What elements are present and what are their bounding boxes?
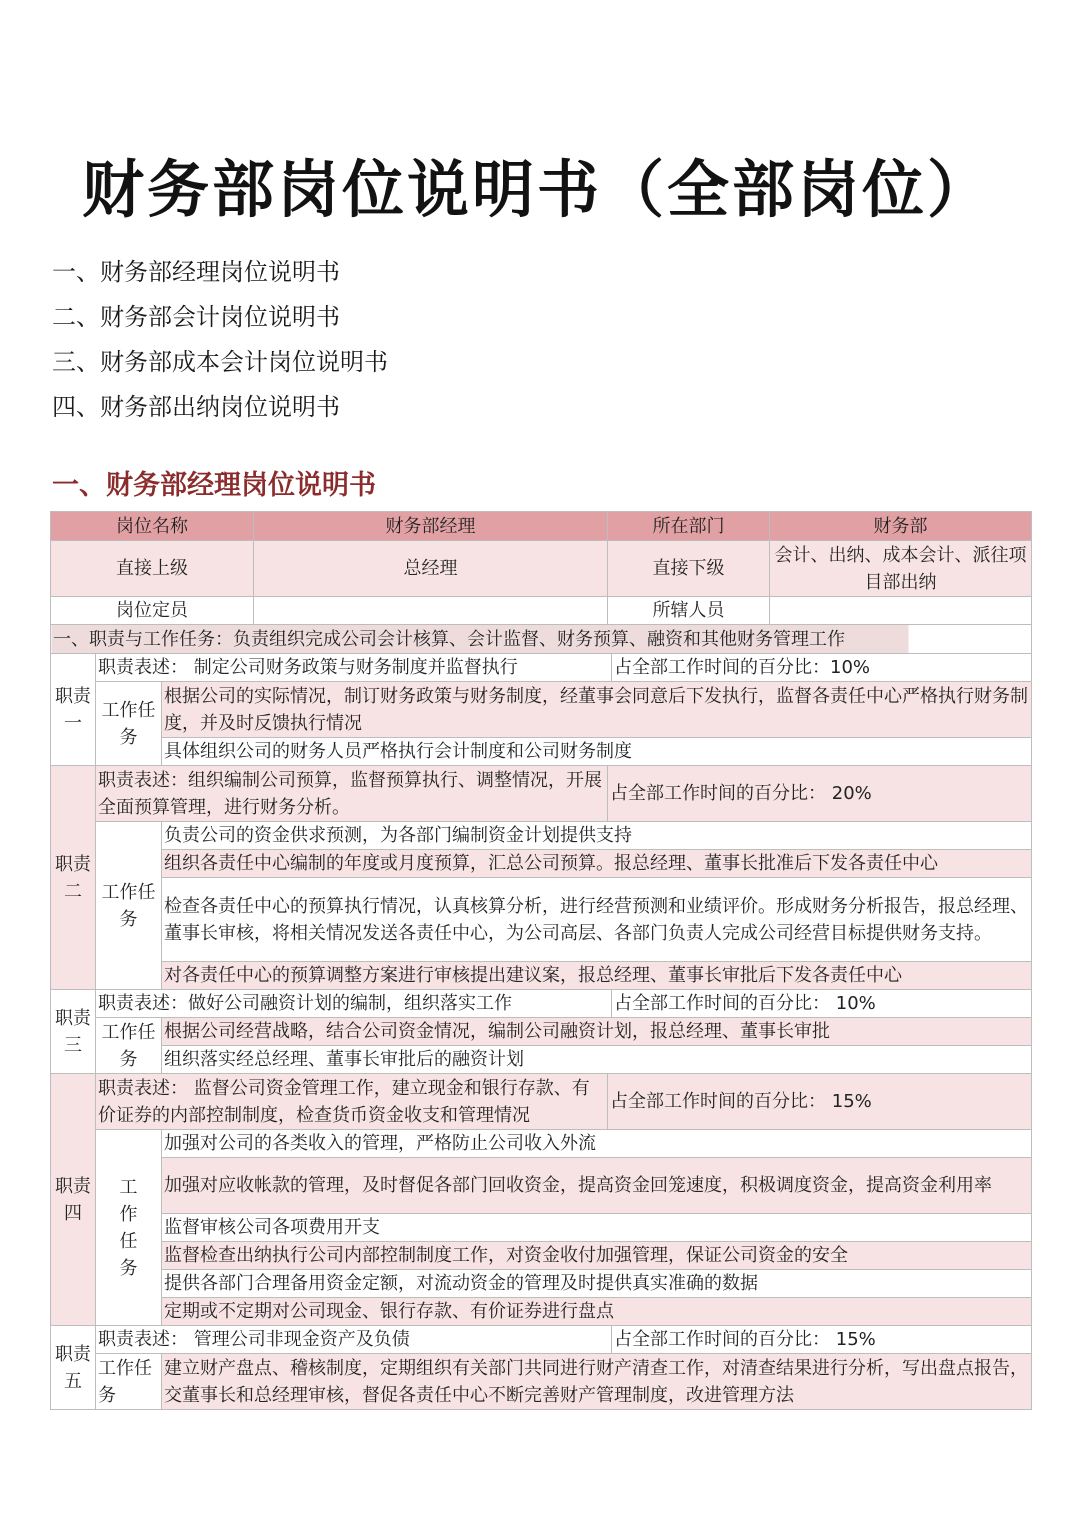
duty-statement: 职责表述： 制定公司财务政策与财务制度并监督执行: [96, 654, 612, 682]
task-row: [51, 738, 1032, 766]
duty-statement: 职责表述： 监督公司资金管理工作，建立现金和银行存款、有价证券的内部控制制度，检查货币资金收支和管理情况: [96, 1074, 608, 1130]
duty-statement: 职责表述：做好公司融资计划的编制，组织落实工作: [96, 990, 612, 1018]
task-item: 监督检查出纳执行公司内部控制制度工作，对资金收付加强管理，保证公司资金的安全: [162, 1242, 1032, 1270]
duty-percent: 占全部工作时间的百分比： 10%: [612, 990, 1032, 1018]
responsibility-header: 一、职责与工作任务：负责组织完成公司会计核算、会计监督、财务预算、融资和其他财务管理工作: [51, 625, 1032, 654]
task-item: 加强对公司的各类收入的管理，严格防止公司收入外流: [162, 1130, 1032, 1158]
duty-label: 职责五: [51, 1326, 96, 1410]
staff-value: [770, 597, 1032, 625]
post-name-value: 财务部经理: [254, 512, 608, 541]
job-description-table: [50, 511, 1032, 1410]
task-item: 对各责任中心的预算调整方案进行审核提出建议案，报总经理、董事长审批后下发各责任中心: [162, 962, 1032, 990]
department-label: 所在部门: [608, 512, 770, 541]
task-item: 提供各部门合理备用资金定额，对流动资金的管理及时提供真实准确的数据: [162, 1270, 1032, 1298]
task-item: 加强对应收帐款的管理，及时督促各部门回收资金，提高资金回笼速度，积极调度资金，提高资金利用率: [162, 1158, 1032, 1214]
task-label: 工作任务: [96, 1354, 162, 1410]
subordinate-label: 直接下级: [608, 541, 770, 597]
task-item: 检查各责任中心的预算执行情况，认真核算分析，进行经营预测和业绩评价。形成财务分析报告，报总经理、董事长审核，将相关情况发送各责任中心，为公司高层、各部门负责人完成公司经营目标提供财务支持。: [162, 878, 1032, 962]
task-label: 工作任务: [96, 682, 162, 766]
staff-label: 所辖人员: [608, 597, 770, 625]
toc-item: 一、财务部经理岗位说明书: [52, 258, 340, 286]
duty-statement: 职责表述：组织编制公司预算，监督预算执行、调整情况，开展全面预算管理，进行财务分析。: [96, 766, 608, 822]
task-row: [51, 850, 1032, 878]
toc-item: 四、财务部出纳岗位说明书: [52, 393, 340, 421]
task-row: [51, 1242, 1032, 1270]
task-item: 根据公司的实际情况，制订财务政策与财务制度，经董事会同意后下发执行，监督各责任中心严格执行财务制度，并及时反馈执行情况: [162, 682, 1032, 738]
duty-percent: 占全部工作时间的百分比： 15%: [608, 1074, 1032, 1130]
task-row: [51, 1270, 1032, 1298]
task-row: [51, 1158, 1032, 1214]
duty-label: 职责四: [51, 1074, 96, 1326]
section-heading: 一、财务部经理岗位说明书: [52, 470, 376, 501]
duty-label: 职责二: [51, 766, 96, 990]
task-item: 定期或不定期对公司现金、银行存款、有价证券进行盘点: [162, 1298, 1032, 1326]
duty-statement-row: [51, 1074, 1032, 1130]
duty-statement-row: [51, 1326, 1032, 1354]
toc-item: 二、财务部会计岗位说明书: [52, 303, 340, 331]
post-name-label: 岗位名称: [51, 512, 254, 541]
duty-statement: 职责表述： 管理公司非现金资产及负债: [96, 1326, 612, 1354]
duty-label: 职责三: [51, 990, 96, 1074]
task-item: 组织各责任中心编制的年度或月度预算，汇总公司预算。报总经理、董事长批准后下发各责任中心: [162, 850, 1032, 878]
task-row: [51, 1214, 1032, 1242]
headcount-label: 岗位定员: [51, 597, 254, 625]
task-item: 监督审核公司各项费用开支: [162, 1214, 1032, 1242]
task-item: 具体组织公司的财务人员严格执行会计制度和公司财务制度: [162, 738, 1032, 766]
superior-value: 总经理: [254, 541, 608, 597]
task-item: 组织落实经总经理、董事长审批后的融资计划: [162, 1046, 1032, 1074]
task-item: 建立财产盘点、稽核制度，定期组织有关部门共同进行财产清查工作，对清查结果进行分析，写出盘点报告，交董事长和总经理审核，督促各责任中心不断完善财产管理制度，改进管理方法: [162, 1354, 1032, 1410]
task-row: [51, 962, 1032, 990]
document-title: 财务部岗位说明书（全部岗位）: [82, 153, 993, 226]
task-row: [51, 1298, 1032, 1326]
task-item: 根据公司经营战略，结合公司资金情况，编制公司融资计划，报总经理、董事长审批: [162, 1018, 1032, 1046]
duty-percent: 占全部工作时间的百分比：10%: [612, 654, 1032, 682]
table-row: [51, 625, 1032, 654]
task-label: 工作任务: [96, 822, 162, 990]
duty-statement-row: [51, 766, 1032, 822]
task-row: [51, 1354, 1032, 1410]
subordinate-value: 会计、出纳、成本会计、派往项目部出纳: [770, 541, 1032, 597]
headcount-value: [254, 597, 608, 625]
superior-label: 直接上级: [51, 541, 254, 597]
task-row: [51, 1018, 1032, 1046]
table-of-contents: [52, 255, 388, 435]
task-item: 负责公司的资金供求预测，为各部门编制资金计划提供支持: [162, 822, 1032, 850]
table-row: [51, 597, 1032, 625]
task-row: [51, 1130, 1032, 1158]
department-value: 财务部: [770, 512, 1032, 541]
task-row: [51, 682, 1032, 738]
table-row: [51, 512, 1032, 541]
duty-statement-row: [51, 654, 1032, 682]
task-row: [51, 1046, 1032, 1074]
task-row: [51, 878, 1032, 962]
table-row: [51, 541, 1032, 597]
duty-statement-row: [51, 990, 1032, 1018]
task-row: [51, 822, 1032, 850]
toc-item: 三、财务部成本会计岗位说明书: [52, 348, 388, 376]
duty-percent: 占全部工作时间的百分比： 20%: [608, 766, 1032, 822]
duty-percent: 占全部工作时间的百分比： 15%: [612, 1326, 1032, 1354]
duty-label: 职责一: [51, 654, 96, 766]
task-label: 工作任务: [96, 1130, 162, 1326]
task-label: 工作任务: [96, 1018, 162, 1074]
